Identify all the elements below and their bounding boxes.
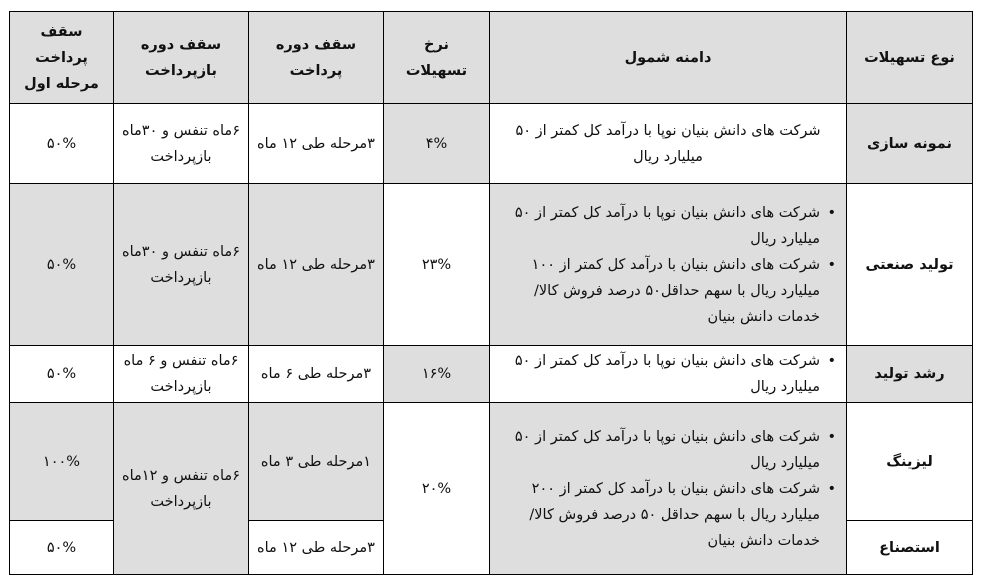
first-stage-cell: ۵۰% [10, 184, 114, 346]
first-stage-cell: ۵۰% [10, 521, 114, 575]
repay-period-cell: ۶ماه تنفس و ۶ ماه بازپرداخت [114, 346, 249, 403]
type-cell: نمونه سازی [847, 104, 973, 184]
pay-period-cell: ۳مرحله طی ۱۲ ماه [249, 104, 384, 184]
bullet-icon: • [827, 204, 836, 221]
rate-cell: ۴% [384, 104, 490, 184]
table-row [10, 104, 973, 184]
type-cell: استصناع [847, 521, 973, 575]
bullet-icon: • [827, 256, 836, 273]
scope-cell [490, 184, 847, 346]
list-item [498, 200, 836, 252]
table-row [10, 403, 973, 521]
repay-period-cell: ۶ماه تنفس و ۳۰ماه بازپرداخت [114, 184, 249, 346]
scope-text: شرکت های دانش بنیان با درآمد کل کمتر از ۲۰۰ میلیارد ریال با سهم حداقل ۵۰ درصد فروش کالا/خدمات دانش بنیان [529, 480, 820, 549]
type-cell: تولید صنعتی [847, 184, 973, 346]
pay-period-cell: ۳مرحله طی ۱۲ ماه [249, 184, 384, 346]
repay-period-cell: ۶ماه تنفس و ۱۲ماه بازپرداخت [114, 403, 249, 575]
scope-cell [490, 346, 847, 403]
table-row [10, 346, 973, 403]
scope-text: شرکت های دانش بنیان با درآمد کل کمتر از ۱۰۰ میلیارد ریال با سهم حداقل۵۰ درصد فروش کالا/خدمات دانش بنیان [531, 256, 820, 325]
pay-period-cell: ۱مرحله طی ۳ ماه [249, 403, 384, 521]
rate-cell: ۱۶% [384, 346, 490, 403]
list-item [498, 476, 836, 554]
scope-list [498, 424, 838, 554]
scope-text: شرکت های دانش بنیان نوپا با درآمد کل کمتر از ۵۰ میلیارد ریال [514, 204, 820, 247]
scope-cell: شرکت های دانش بنیان نوپا با درآمد کل کمتر از ۵۰ میلیارد ریال [490, 104, 847, 184]
list-item [498, 424, 836, 476]
facilities-table [9, 11, 973, 575]
first-stage-cell: ۱۰۰% [10, 403, 114, 521]
header-repay-period: سقف دوره بازپرداخت [114, 12, 249, 104]
bullet-icon: • [827, 480, 836, 497]
header-type: نوع تسهیلات [847, 12, 973, 104]
rate-cell: ۲۰% [384, 403, 490, 575]
repay-period-cell: ۶ماه تنفس و ۳۰ماه بازپرداخت [114, 104, 249, 184]
list-item [498, 252, 836, 330]
header-scope: دامنه شمول [490, 12, 847, 104]
header-pay-period: سقف دوره پرداخت [249, 12, 384, 104]
table-row [10, 184, 973, 346]
header-first-stage: سقف پرداخت مرحله اول [10, 12, 114, 104]
type-cell: لیزینگ [847, 403, 973, 521]
scope-cell [490, 403, 847, 575]
first-stage-cell: ۵۰% [10, 104, 114, 184]
scope-list [498, 348, 838, 400]
scope-list [498, 200, 838, 330]
bullet-icon: • [827, 428, 836, 445]
header-row [10, 12, 973, 104]
bullet-icon: • [827, 353, 836, 369]
first-stage-cell: ۵۰% [10, 346, 114, 403]
rate-cell: ۲۳% [384, 184, 490, 346]
header-rate: نرخ تسهیلات [384, 12, 490, 104]
pay-period-cell: ۳مرحله طی ۶ ماه [249, 346, 384, 403]
pay-period-cell: ۳مرحله طی ۱۲ ماه [249, 521, 384, 575]
type-cell: رشد تولید [847, 346, 973, 403]
scope-text: شرکت های دانش بنیان نوپا با درآمد کل کمتر از ۵۰ میلیارد ریال [514, 353, 820, 395]
list-item [498, 348, 836, 400]
scope-text: شرکت های دانش بنیان نوپا با درآمد کل کمتر از ۵۰ میلیارد ریال [514, 428, 820, 471]
